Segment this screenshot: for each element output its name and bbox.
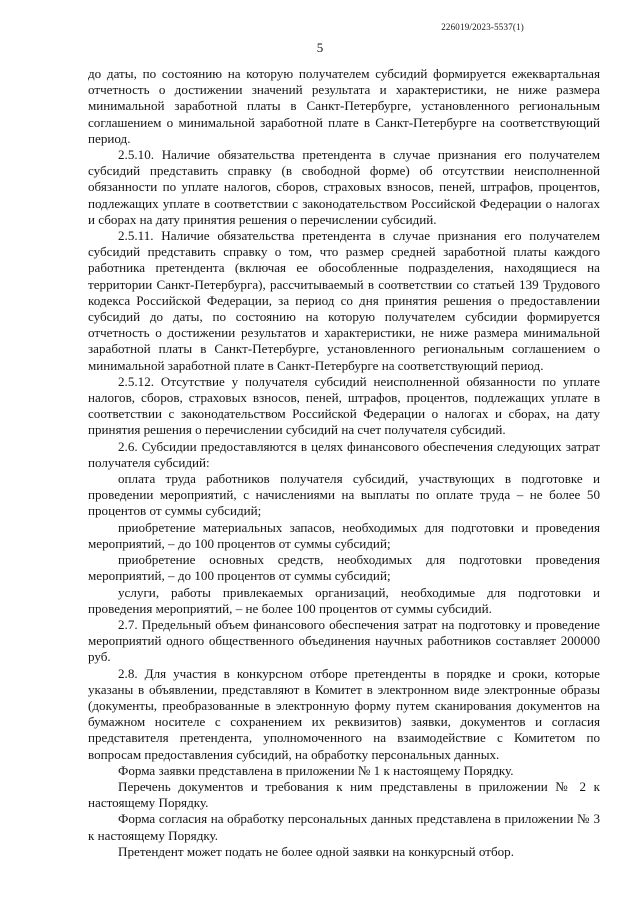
paragraph-2-7: 2.7. Предельный объем финансового обеспечения затрат на подготовку и проведение мероприятий одного общественного объединения научных работников составляет 200000 руб.: [88, 616, 600, 665]
list-item-services: услуги, работы привлекаемых организаций, необходимые для подготовки и проведения мероприятий, – не более 100 процентов от суммы субсидий.: [88, 584, 600, 616]
list-item-labor-payment: оплата труда работников получателя субсидий, участвующих в подготовке и проведении мероприятий, с начислениями на выплаты по оплате труда – не более 50 процентов от суммы субсидий;: [88, 471, 600, 519]
list-item-fixed-assets: приобретение основных средств, необходимых для подготовки проведения мероприятий, – до 100 процентов от суммы субсидий;: [88, 552, 600, 584]
paragraph-2-8: 2.8. Для участия в конкурсном отборе претенденты в порядке и сроки, которые указаны в объявлении, представляют в Комитет в электронном виде электронные образы (документы, преобразованные в электронную форму путем сканирования документов на бумажном носителе с сохранением их реквизитов) заявки, документов и согласия представителя претендента, уполномоченного на взаимодействие с Комитетом по вопросам предоставления субсидий, на обработку персональных данных.: [88, 665, 600, 762]
paragraph-documents-list: Перечень документов и требования к ним представлены в приложении № 2 к настоящему Порядку.: [88, 778, 600, 811]
list-item-material-supplies: приобретение материальных запасов, необходимых для подготовки и проведения мероприятий, – до 100 процентов от суммы субсидий;: [88, 519, 600, 551]
document-registration-number: 226019/2023-5537(1): [441, 22, 524, 32]
document-body: [88, 66, 600, 860]
paragraph-application-form: Форма заявки представлена в приложении № 1 к настоящему Порядку.: [118, 762, 514, 778]
paragraph-continuation: до даты, по состоянию на которую получателем субсидий формируется ежеквартальная отчетность о достижении значений результата и характеристики, не ниже размера минимальной заработной платы в Санкт-Петербурге, установленного региональным соглашением о минимальной заработной плате в Санкт-Петербурге на соответствующий период.: [88, 66, 600, 146]
paragraph-2-5-11: 2.5.11. Наличие обязательства претендента в случае признания его получателем субсидий представить справку о том, что размер средней заработной платы каждого работника претендента (включая ее обособленные подразделения, находящиеся на территории Санкт-Петербурга), рассчитываемый в соответствии со статьей 139 Трудового кодекса Российской Федерации, за период со дня принятия решения о предоставлении субсидий до даты, по состоянию на которую получателем субсидии формируется отчетность о достижении результатов и характеристики, не ниже размера минимальной заработной платы в Санкт-Петербурге, установленного региональным соглашением о минимальной заработной плате в Санкт-Петербурге на соответствующий период.: [88, 228, 600, 373]
paragraph-2-6: 2.6. Субсидии предоставляются в целях финансового обеспечения следующих затрат получателя субсидий:: [88, 438, 600, 470]
page-number: 5: [316, 40, 324, 55]
paragraph-single-application: Претендент может подать не более одной заявки на конкурсный отбор.: [118, 843, 514, 859]
paragraph-consent-form: Форма согласия на обработку персональных данных представлена в приложении № 3 к настоящему Порядку.: [88, 811, 600, 843]
paragraph-2-5-12: 2.5.12. Отсутствие у получателя субсидий неисполненной обязанности по уплате налогов, сборов, страховых взносов, пеней, штрафов, процентов, подлежащих уплате в соответствии с законодательством Российской Федерации о налогах и сборах, на дату принятия решения о перечислении субсидий на счет получателя субсидий.: [88, 373, 600, 438]
paragraph-2-5-10: 2.5.10. Наличие обязательства претендента в случае признания его получателем субсидий представить справку (в свободной форме) об отсутствии неисполненной обязанности по уплате налогов, сборов, страховых взносов, пеней, штрафов, процентов, подлежащих уплате в соответствии с законодательством Российской Федерации о налогах и сборах на дату принятия решения о перечислении субсидий.: [88, 147, 600, 227]
